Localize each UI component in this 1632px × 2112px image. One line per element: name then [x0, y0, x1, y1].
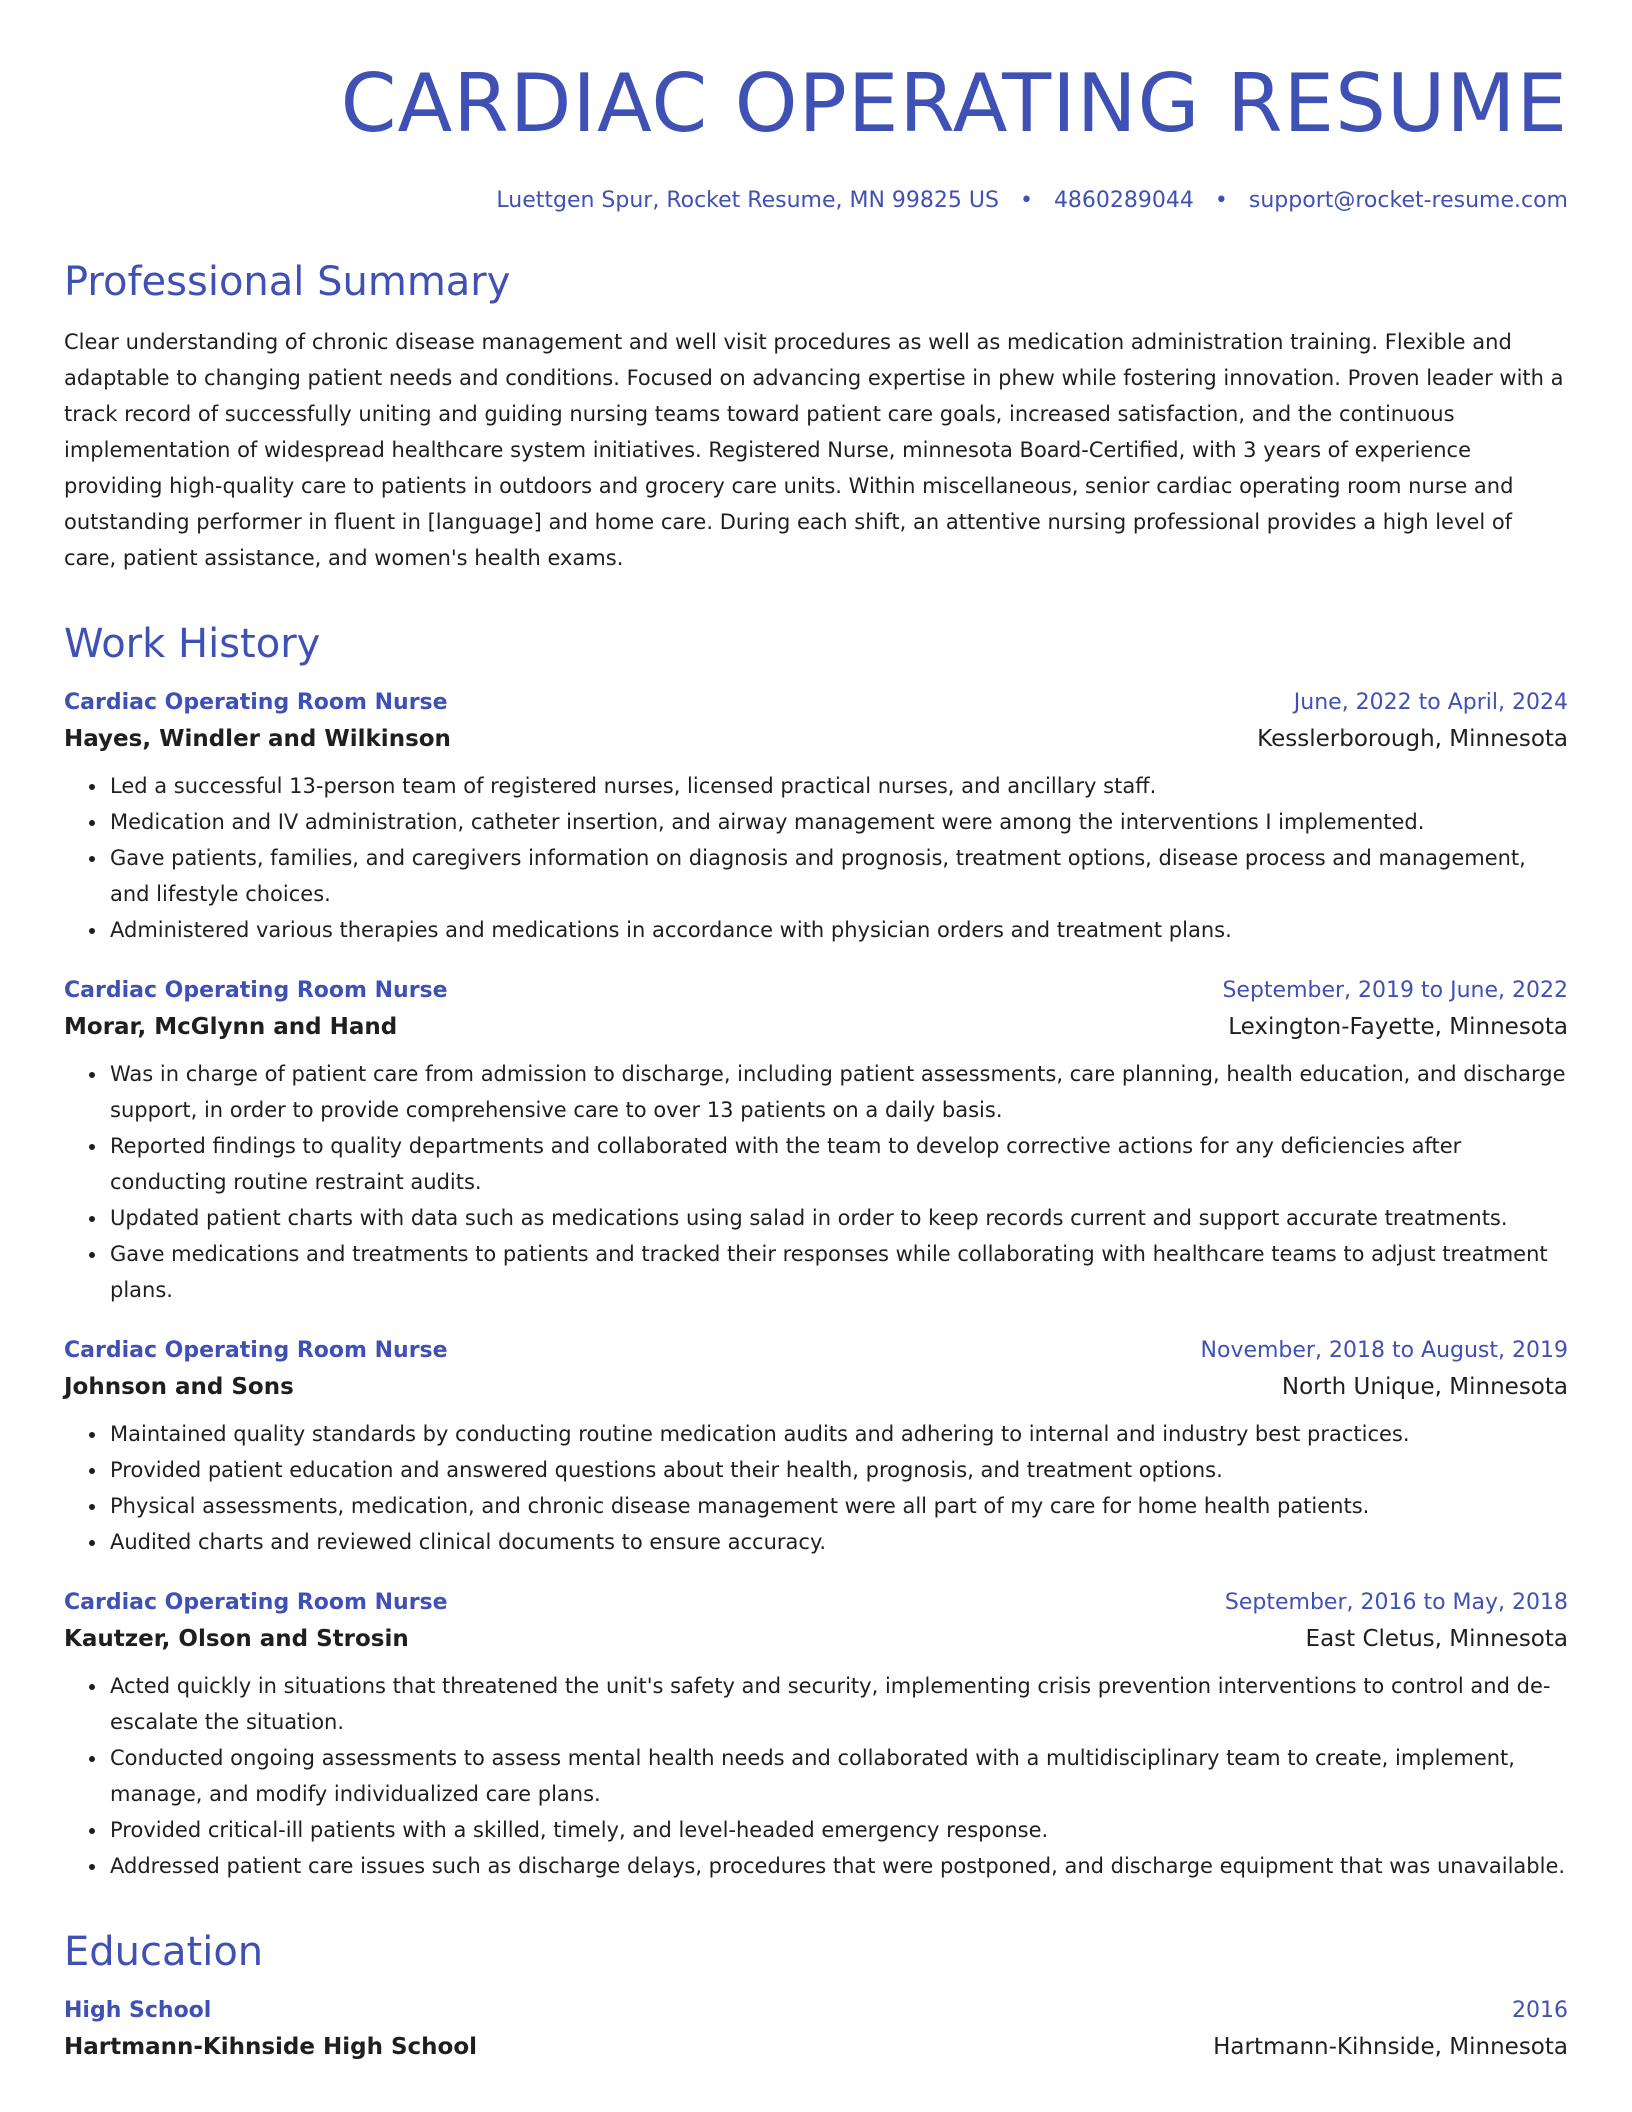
job-entry — [64, 1586, 1568, 1884]
job-employer-row — [64, 1008, 1568, 1046]
job-entry — [64, 1334, 1568, 1560]
job-bullet: • Administered various therapies and medications in accordance with physician orders and treatment plans. — [108, 912, 1568, 948]
job-location: Kesslerborough, Minnesota — [1257, 726, 1568, 752]
job-bullet: • Was in charge of patient care from admission to discharge, including patient assessments, care planning, health education, and discharge support, in order to provide comprehensive care to over 13 patients on a daily basis. — [108, 1056, 1568, 1128]
job-location: North Unique, Minnesota — [1281, 1374, 1568, 1400]
job-dates: September, 2016 to May, 2018 — [1224, 1590, 1568, 1615]
job-employer: Johnson and Sons — [64, 1374, 294, 1400]
education-school: Hartmann-Kihnside High School — [64, 2034, 478, 2060]
job-dates: September, 2019 to June, 2022 — [1222, 978, 1568, 1003]
education-school-row — [64, 2028, 1568, 2066]
education-entry — [64, 1994, 1568, 2066]
job-bullet: • Addressed patient care issues such as discharge delays, procedures that were postponed, and discharge equipment that was unavailable. — [108, 1848, 1568, 1884]
contact-separator: • — [1019, 188, 1033, 213]
job-employer: Kautzer, Olson and Strosin — [64, 1626, 409, 1652]
job-employer: Hayes, Windler and Wilkinson — [64, 726, 451, 752]
education-list — [64, 1994, 1568, 2066]
job-bullet: • Provided patient education and answered questions about their health, prognosis, and treatment options. — [108, 1452, 1568, 1488]
contact-email: support@rocket-resume.com — [1248, 188, 1568, 213]
job-bullet: • Physical assessments, medication, and chronic disease management were all part of my care for home health patients. — [108, 1488, 1568, 1524]
job-bullets — [64, 1056, 1568, 1308]
job-header-row — [64, 1586, 1568, 1620]
job-bullet: • Updated patient charts with data such as medications using salad in order to keep records current and support accurate treatments. — [108, 1200, 1568, 1236]
job-bullet: • Medication and IV administration, catheter insertion, and airway management were among the interventions I implemented. — [108, 804, 1568, 840]
job-location: Lexington-Fayette, Minnesota — [1228, 1014, 1568, 1040]
job-location: East Cletus, Minnesota — [1305, 1626, 1568, 1652]
job-title: Cardiac Operating Room Nurse — [64, 1590, 448, 1615]
contact-address: Luettgen Spur, Rocket Resume, MN 99825 US — [496, 188, 999, 213]
resume-name: CARDIAC OPERATING RESUME — [340, 57, 1568, 150]
contact-separator: • — [1214, 188, 1228, 213]
education-heading: Education — [64, 1929, 264, 1975]
work-history-list — [64, 686, 1568, 1884]
job-bullet: • Led a successful 13-person team of registered nurses, licensed practical nurses, and ancillary staff. — [108, 768, 1568, 804]
job-bullet: • Gave medications and treatments to patients and tracked their responses while collaborating with healthcare teams to adjust treatment plans. — [108, 1236, 1568, 1308]
job-title: Cardiac Operating Room Nurse — [64, 1338, 448, 1363]
education-degree: High School — [64, 1998, 212, 2023]
education-location: Hartmann-Kihnside, Minnesota — [1213, 2034, 1568, 2060]
job-header-row — [64, 1334, 1568, 1368]
job-bullet: • Audited charts and reviewed clinical documents to ensure accuracy. — [108, 1524, 1568, 1560]
summary-heading: Professional Summary — [64, 259, 511, 305]
job-bullet: • Provided critical-ill patients with a skilled, timely, and level-headed emergency response. — [108, 1812, 1568, 1848]
job-header-row — [64, 686, 1568, 720]
contact-line — [64, 188, 1568, 214]
job-bullets — [64, 1668, 1568, 1884]
education-year: 2016 — [1512, 1998, 1568, 2023]
summary-text: Clear understanding of chronic disease management and well visit procedures as well as medication administration training. Flexible and adaptable to changing patient needs and conditions. Focused on advancing expertise in phew while fostering innovation. Proven leader with a track record of successfully uniting and guiding nursing teams toward patient care goals, increased satisfaction, and the continuous implementation of widespread healthcare system initiatives. Registered Nurse, minnesota Board-Certified, with 3 years of experience providing high-quality care to patients in outdoors and grocery care units. Within miscellaneous, senior cardiac operating room nurse and outstanding performer in fluent in [language] and home care. During each shift, an attentive nursing professional provides a high level of care, patient assistance, and women's health exams. — [64, 330, 1564, 570]
job-dates: June, 2022 to April, 2024 — [1293, 690, 1568, 715]
job-employer-row — [64, 1620, 1568, 1658]
job-bullets — [64, 1416, 1568, 1560]
job-bullets — [64, 768, 1568, 948]
job-employer-row — [64, 720, 1568, 758]
job-bullet: • Acted quickly in situations that threatened the unit's safety and security, implementing crisis prevention interventions to control and de-escalate the situation. — [108, 1668, 1568, 1740]
job-title: Cardiac Operating Room Nurse — [64, 978, 448, 1003]
job-bullet: • Reported findings to quality departments and collaborated with the team to develop corrective actions for any deficiencies after conducting routine restraint audits. — [108, 1128, 1568, 1200]
job-title: Cardiac Operating Room Nurse — [64, 690, 448, 715]
job-header-row — [64, 974, 1568, 1008]
education-header-row — [64, 1994, 1568, 2028]
job-bullet: • Conducted ongoing assessments to assess mental health needs and collaborated with a multidisciplinary team to create, implement, manage, and modify individualized care plans. — [108, 1740, 1568, 1812]
job-employer: Morar, McGlynn and Hand — [64, 1014, 398, 1040]
job-bullet: • Maintained quality standards by conducting routine medication audits and adhering to internal and industry best practices. — [108, 1416, 1568, 1452]
job-employer-row — [64, 1368, 1568, 1406]
job-entry — [64, 974, 1568, 1308]
job-bullet: • Gave patients, families, and caregivers information on diagnosis and prognosis, treatment options, disease process and management, and lifestyle choices. — [108, 840, 1568, 912]
job-entry — [64, 686, 1568, 948]
contact-phone: 4860289044 — [1053, 188, 1194, 213]
job-dates: November, 2018 to August, 2019 — [1200, 1338, 1568, 1363]
work-history-heading: Work History — [64, 621, 321, 667]
